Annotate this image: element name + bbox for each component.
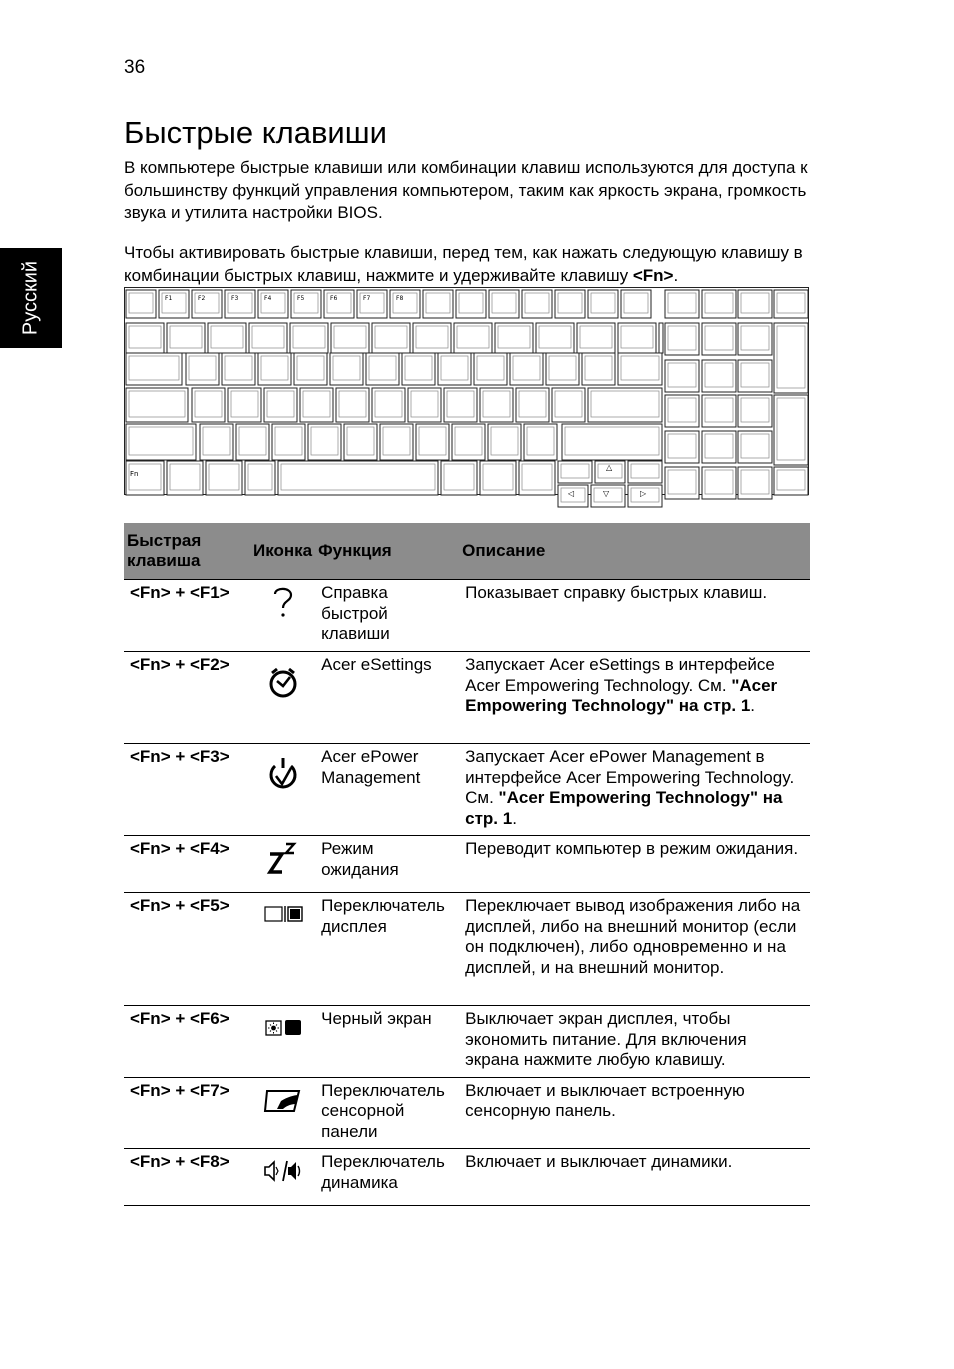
letter-key [416,424,449,460]
esc-key [126,290,156,318]
description-cell [459,1006,810,1078]
fkey-label: F4 [264,295,272,302]
function-row-key [423,290,453,318]
hotkey-cell: <Fn> + <F8> [124,1149,250,1206]
display-toggle-icon [263,895,303,935]
description-reference: "Acer Empowering Technology" на стр. 1 [465,675,778,715]
table-row [124,836,810,893]
number-row-key [331,323,369,353]
arrow-left-glyph: ◁ [568,489,575,498]
function-cell: Переключатель динамика [315,1149,459,1206]
backspace-key [659,323,663,353]
table-row [124,744,810,836]
description-cell [459,1149,810,1206]
function-cell: Переключатель дисплея [315,893,459,1006]
description-text: Показывает справку быстрых клавиш. [465,583,768,602]
number-row-key [618,323,656,353]
fkey-label: F8 [396,295,404,302]
icon-cell [250,580,315,652]
touchpad-toggle-icon [263,1080,303,1120]
fkey-label: F5 [297,295,305,302]
left-shift-key [126,424,196,460]
letter-key [344,424,377,460]
description-text: Переключает вывод изображения либо на дисплей, либо на внешний монитор (если он подключен), либо одновременно и на дисплей, и на внешний монитор. [465,896,801,977]
description-text: Выключает экран дисплея, чтобы экономить питание. Для включения экрана нажмите любую клавишу. [465,1009,747,1069]
description-text: Переводит компьютер в режим ожидания. [465,839,799,858]
description-end: . [512,808,517,828]
letter-key [272,424,305,460]
function-row-key [192,290,222,318]
icon-cell [250,1149,315,1206]
function-cell: Режим ожидания [315,836,459,893]
function-row-key [555,290,585,318]
fkey-label: F7 [363,295,371,302]
table-row [124,1006,810,1078]
letter-key [380,424,413,460]
sleep-zz-icon [263,838,303,878]
icon-cell [250,836,315,893]
table-row [124,1077,810,1149]
icon-cell [250,652,315,744]
header-hotkey: Быстрая клавиша [124,523,250,580]
icon-cell [250,893,315,1006]
fn-key-label: Fn [130,470,139,478]
letter-key [452,424,485,460]
keyboard-diagram [124,287,814,513]
table-row [124,1149,810,1206]
description-text: Запускает Acer ePower Management в интерфейсе Acer Empowering Technology. См. [465,747,795,807]
description-text: Включает и выключает динамики. [465,1152,733,1171]
header-description: Описание [459,523,810,580]
hotkey-cell: <Fn> + <F1> [124,580,250,652]
description-text: Запускает Acer eSettings в интерфейсе Acer Empowering Technology. См. [465,655,775,695]
description-end: . [750,696,756,715]
speaker-toggle-icon [263,1151,303,1191]
description-cell [459,744,810,836]
number-row-key [454,323,492,353]
arrow-down-glyph: ▽ [603,489,610,498]
table-header-row [124,523,810,580]
letter-key [488,424,521,460]
description-cell [459,652,810,744]
number-row-key [208,323,246,353]
description-cell [459,1077,810,1149]
function-row-key [621,290,651,318]
hotkey-cell: <Fn> + <F3> [124,744,250,836]
function-cell: Acer ePower Management [315,744,459,836]
hotkey-cell: <Fn> + <F2> [124,652,250,744]
page-title: Быстрые клавиши [124,115,387,150]
instruction-text: Чтобы активировать быстрые клавиши, перед тем, как нажать следующую клавишу в комбинации быстрых клавиш, нажмите и удерживайте клавишу [124,243,803,285]
table-row [124,893,810,1006]
acer-esettings-icon [263,662,303,702]
fkey-label: F3 [231,295,239,302]
description-text: Включает и выключает встроенную сенсорную панель. [465,1080,745,1120]
fkey-label: F1 [165,295,173,302]
header-icon: Иконка [250,523,315,580]
right-shift-key [562,424,662,460]
hotkey-cell: <Fn> + <F4> [124,836,250,893]
keypad-enter-key [774,395,808,465]
function-row-key [390,290,420,318]
keypad-key [774,290,808,318]
keypad-plus-key [774,323,808,393]
description-reference: "Acer Empowering Technology" на стр. 1 [465,788,783,828]
hotkey-cell: <Fn> + <F5> [124,893,250,1006]
header-function: Функция [315,523,459,580]
letter-key [524,424,557,460]
table-row [124,652,810,744]
hotkey-cell: <Fn> + <F6> [124,1006,250,1078]
intro-paragraph: В компьютере быстрые клавиши или комбинации клавиш используются для доступа к большинству функций управления компьютером, таким как яркость экрана, громкость звука и утилита настройки BIOS. [124,158,808,222]
hotkey-cell: <Fn> + <F7> [124,1077,250,1149]
keypad-key [738,290,772,318]
number-row-key [126,323,164,353]
keypad-key [774,467,808,495]
screen-blank-icon [263,1008,303,1048]
function-row-key [324,290,354,318]
number-row-key [495,323,533,353]
number-row-key [290,323,328,353]
function-cell: Черный экран [315,1006,459,1078]
fkey-label: F2 [198,295,206,302]
instruction-key: <Fn> [632,265,674,285]
number-row-key [577,323,615,353]
table-row [124,580,810,652]
acer-epower-icon [263,754,303,794]
number-row-key [536,323,574,353]
instruction-paragraph [124,242,824,287]
icon-cell [250,1006,315,1078]
letter-key [200,424,233,460]
function-row-key [225,290,255,318]
function-row-key [159,290,189,318]
function-row-key [522,290,552,318]
function-cell: Справка быстрой клавиши [315,580,459,652]
number-row-key [372,323,410,353]
hotkeys-table [124,523,810,1206]
function-row-key [291,290,321,318]
page-number: 36 [124,57,146,78]
language-side-tab [0,248,62,348]
arrow-right-glyph: ▷ [640,489,647,498]
language-side-tab-label: Русский [19,260,42,336]
number-row-key [167,323,205,353]
number-row-key [413,323,451,353]
keypad-key [665,290,699,318]
number-row-key [249,323,287,353]
letter-key [236,424,269,460]
question-mark-icon [263,582,303,622]
description-cell [459,836,810,893]
function-row-key [258,290,288,318]
instruction-end: . [673,265,679,285]
keypad-key [702,290,736,318]
function-cell: Acer eSettings [315,652,459,744]
function-row-key [357,290,387,318]
description-cell [459,580,810,652]
letter-key [308,424,341,460]
description-cell [459,893,810,1006]
arrow-up-glyph: △ [606,463,613,472]
fkey-label: F6 [330,295,338,302]
function-row-key [489,290,519,318]
icon-cell [250,744,315,836]
function-row-key [456,290,486,318]
function-row-key [588,290,618,318]
icon-cell [250,1077,315,1149]
function-cell: Переключатель сенсорной панели [315,1077,459,1149]
